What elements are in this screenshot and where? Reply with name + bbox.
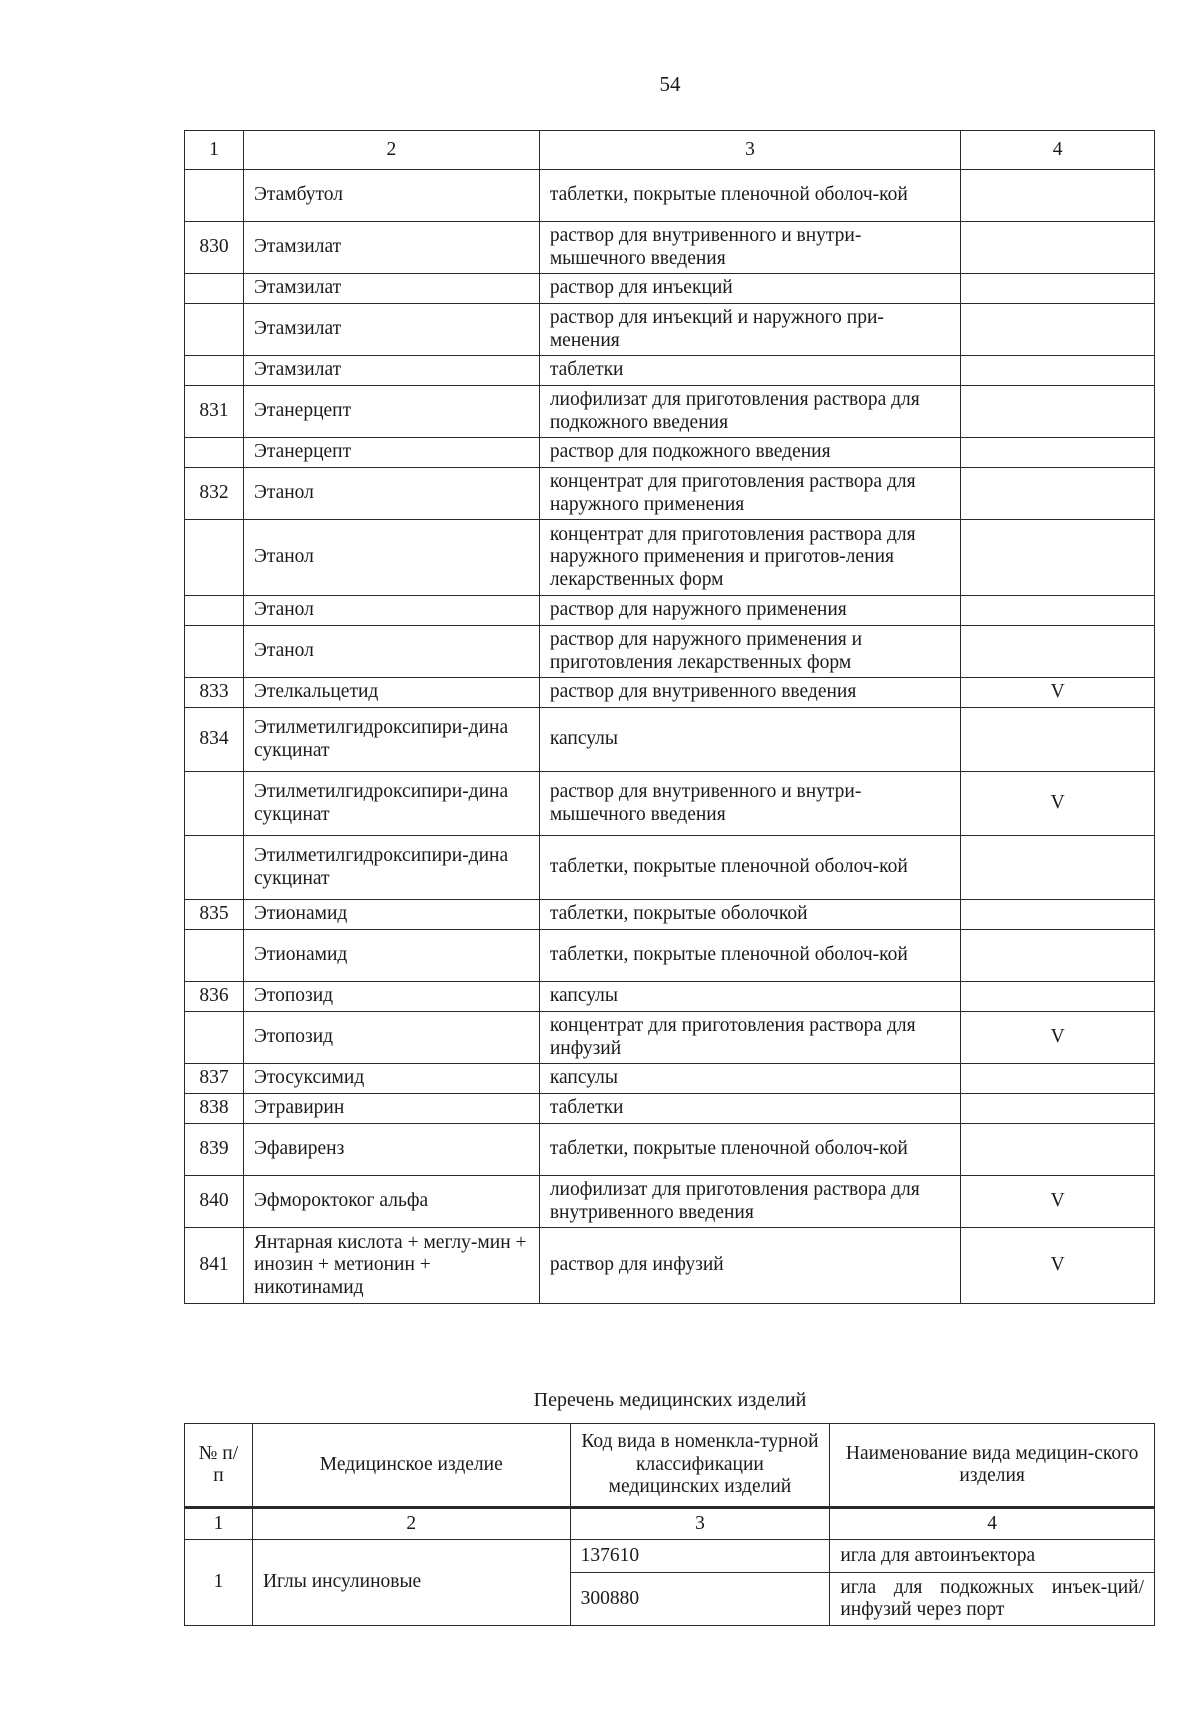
table-row: [185, 836, 1155, 900]
drug-name: Этамбутол: [243, 170, 539, 222]
vzn-mark: [961, 1064, 1155, 1094]
row-number: 835: [185, 900, 244, 930]
row-number: 837: [185, 1064, 244, 1094]
vzn-mark: [961, 222, 1155, 274]
dosage-form: капсулы: [539, 982, 960, 1012]
dosage-form: раствор для внутривенного и внутри-мышечного введения: [539, 222, 960, 274]
table-row: [185, 596, 1155, 626]
drug-name: Этамзилат: [243, 356, 539, 386]
vzn-mark: [961, 304, 1155, 356]
table-row: [185, 1094, 1155, 1124]
vzn-mark: [961, 438, 1155, 468]
row-number: 840: [185, 1176, 244, 1228]
vzn-mark: [961, 170, 1155, 222]
dosage-form: таблетки, покрытые пленочной оболоч-кой: [539, 1124, 960, 1176]
vzn-mark: [961, 274, 1155, 304]
dosage-form: раствор для наружного применения: [539, 596, 960, 626]
vzn-mark: [961, 1124, 1155, 1176]
dosage-form: раствор для внутривенного и внутри-мышечного введения: [539, 772, 960, 836]
drug-name: Этанерцепт: [243, 438, 539, 468]
table-row: [185, 1176, 1155, 1228]
header-cell-code: Код вида в номенкла-турной классификации медицинских изделий: [570, 1424, 830, 1508]
row-number: [185, 1012, 244, 1064]
vzn-mark: [961, 356, 1155, 386]
dosage-form: раствор для внутривенного введения: [539, 678, 960, 708]
row-number: [185, 438, 244, 468]
row-number: 841: [185, 1228, 244, 1304]
row-number: [185, 520, 244, 596]
drug-name: Этамзилат: [243, 304, 539, 356]
drug-name: Этилметилгидроксипири-дина сукцинат: [243, 836, 539, 900]
dosage-form: таблетки: [539, 1094, 960, 1124]
devices-header-row: [185, 1424, 1155, 1508]
page-number: 54: [659, 72, 681, 96]
row-number: [185, 772, 244, 836]
table-row: [185, 1012, 1155, 1064]
drug-name: Этелкальцетид: [243, 678, 539, 708]
dosage-form: раствор для инъекций и наружного при-менения: [539, 304, 960, 356]
dosage-form: таблетки, покрытые оболочкой: [539, 900, 960, 930]
dosage-form: концентрат для приготовления раствора для наружного применения и приготов-ления лекарственных форм: [539, 520, 960, 596]
vzn-mark: [961, 708, 1155, 772]
row-number: 830: [185, 222, 244, 274]
drug-name: Этанол: [243, 596, 539, 626]
vzn-mark: [961, 836, 1155, 900]
dosage-form: раствор для подкожного введения: [539, 438, 960, 468]
dosage-form: лиофилизат для приготовления раствора для внутривенного введения: [539, 1176, 960, 1228]
vzn-mark: [961, 468, 1155, 520]
dosage-form: концентрат для приготовления раствора для наружного применения: [539, 468, 960, 520]
row-number: [185, 356, 244, 386]
table-row: [185, 274, 1155, 304]
column-number: 4: [830, 1508, 1155, 1540]
table-row: [185, 982, 1155, 1012]
section-title: Перечень медицинских изделий: [533, 1389, 807, 1411]
drug-name: Этамзилат: [243, 274, 539, 304]
row-number: [185, 836, 244, 900]
row-number: [185, 170, 244, 222]
dosage-form: лиофилизат для приготовления раствора для подкожного введения: [539, 386, 960, 438]
table-row: [185, 1228, 1155, 1304]
device-row: [185, 1540, 1155, 1573]
device-kind: игла для автоинъектора: [830, 1540, 1155, 1573]
table-row: [185, 1124, 1155, 1176]
devices-column-number-row: [185, 1508, 1155, 1540]
table-row: [185, 304, 1155, 356]
vzn-mark: [961, 626, 1155, 678]
dosage-form: концентрат для приготовления раствора для инфузий: [539, 1012, 960, 1064]
vzn-mark: [961, 1094, 1155, 1124]
drug-name: Этамзилат: [243, 222, 539, 274]
header-cell-kind: Наименование вида медицин-ского изделия: [830, 1424, 1155, 1508]
row-number: [185, 304, 244, 356]
table-row: [185, 626, 1155, 678]
row-number: 839: [185, 1124, 244, 1176]
drug-name: Этионамид: [243, 930, 539, 982]
dosage-form: капсулы: [539, 708, 960, 772]
column-number: 3: [570, 1508, 830, 1540]
table-row: [185, 1064, 1155, 1094]
table-row: [185, 438, 1155, 468]
table-row: [185, 930, 1155, 982]
table-row: [185, 468, 1155, 520]
header-cell-device: Медицинское изделие: [252, 1424, 570, 1508]
column-number: 3: [539, 131, 960, 170]
column-number: 4: [961, 131, 1155, 170]
column-number-row: [185, 131, 1155, 170]
row-number: [185, 930, 244, 982]
drug-name: Этопозид: [243, 1012, 539, 1064]
drug-name: Этопозид: [243, 982, 539, 1012]
drug-name: Этравирин: [243, 1094, 539, 1124]
device-code: 300880: [570, 1573, 830, 1626]
drug-name: Эфавиренз: [243, 1124, 539, 1176]
row-number: 831: [185, 386, 244, 438]
vzn-mark: [961, 520, 1155, 596]
dosage-form: раствор для инъекций: [539, 274, 960, 304]
device-code: 137610: [570, 1540, 830, 1573]
vzn-mark: [961, 900, 1155, 930]
drug-name: Этилметилгидроксипири-дина сукцинат: [243, 772, 539, 836]
vzn-mark: V: [961, 1228, 1155, 1304]
vzn-mark: [961, 386, 1155, 438]
dosage-form: таблетки, покрытые пленочной оболоч-кой: [539, 170, 960, 222]
column-number: 2: [252, 1508, 570, 1540]
column-number: 2: [243, 131, 539, 170]
vzn-mark: V: [961, 678, 1155, 708]
table-row: [185, 386, 1155, 438]
row-number: 833: [185, 678, 244, 708]
row-number: 834: [185, 708, 244, 772]
table-row: [185, 222, 1155, 274]
table-row: [185, 708, 1155, 772]
header-cell-number: № п/п: [185, 1424, 253, 1508]
table-row: [185, 356, 1155, 386]
table-row: [185, 772, 1155, 836]
row-number: [185, 626, 244, 678]
drug-name: Этанол: [243, 468, 539, 520]
table-row: [185, 520, 1155, 596]
row-number: 832: [185, 468, 244, 520]
vzn-mark: V: [961, 772, 1155, 836]
drug-name: Этанол: [243, 626, 539, 678]
device-number: 1: [185, 1540, 253, 1626]
vzn-mark: [961, 596, 1155, 626]
row-number: [185, 596, 244, 626]
drug-name: Этилметилгидроксипири-дина сукцинат: [243, 708, 539, 772]
vzn-mark: [961, 982, 1155, 1012]
row-number: 836: [185, 982, 244, 1012]
table-row: [185, 900, 1155, 930]
drug-name: Этанерцепт: [243, 386, 539, 438]
dosage-form: таблетки, покрытые пленочной оболоч-кой: [539, 836, 960, 900]
table-row: [185, 170, 1155, 222]
row-number: [185, 274, 244, 304]
dosage-form: раствор для наружного применения и приготовления лекарственных форм: [539, 626, 960, 678]
device-kind: игла для подкожных инъек-ций/инфузий через порт: [830, 1573, 1155, 1626]
dosage-form: таблетки: [539, 356, 960, 386]
table-row: [185, 678, 1155, 708]
drug-name: Янтарная кислота + меглу-мин + инозин + метионин + никотинамид: [243, 1228, 539, 1304]
vzn-mark: V: [961, 1176, 1155, 1228]
dosage-form: капсулы: [539, 1064, 960, 1094]
medical-devices-table: [184, 1423, 1155, 1626]
drug-name: Эфмороктоког альфа: [243, 1176, 539, 1228]
row-number: 838: [185, 1094, 244, 1124]
device-name: Иглы инсулиновые: [252, 1540, 570, 1626]
column-number: 1: [185, 131, 244, 170]
dosage-form: таблетки, покрытые пленочной оболоч-кой: [539, 930, 960, 982]
drug-name: Этосуксимид: [243, 1064, 539, 1094]
vzn-mark: [961, 930, 1155, 982]
vzn-mark: V: [961, 1012, 1155, 1064]
dosage-form: раствор для инфузий: [539, 1228, 960, 1304]
drug-name: Этионамид: [243, 900, 539, 930]
column-number: 1: [185, 1508, 253, 1540]
medicines-table: [184, 130, 1155, 1304]
drug-name: Этанол: [243, 520, 539, 596]
